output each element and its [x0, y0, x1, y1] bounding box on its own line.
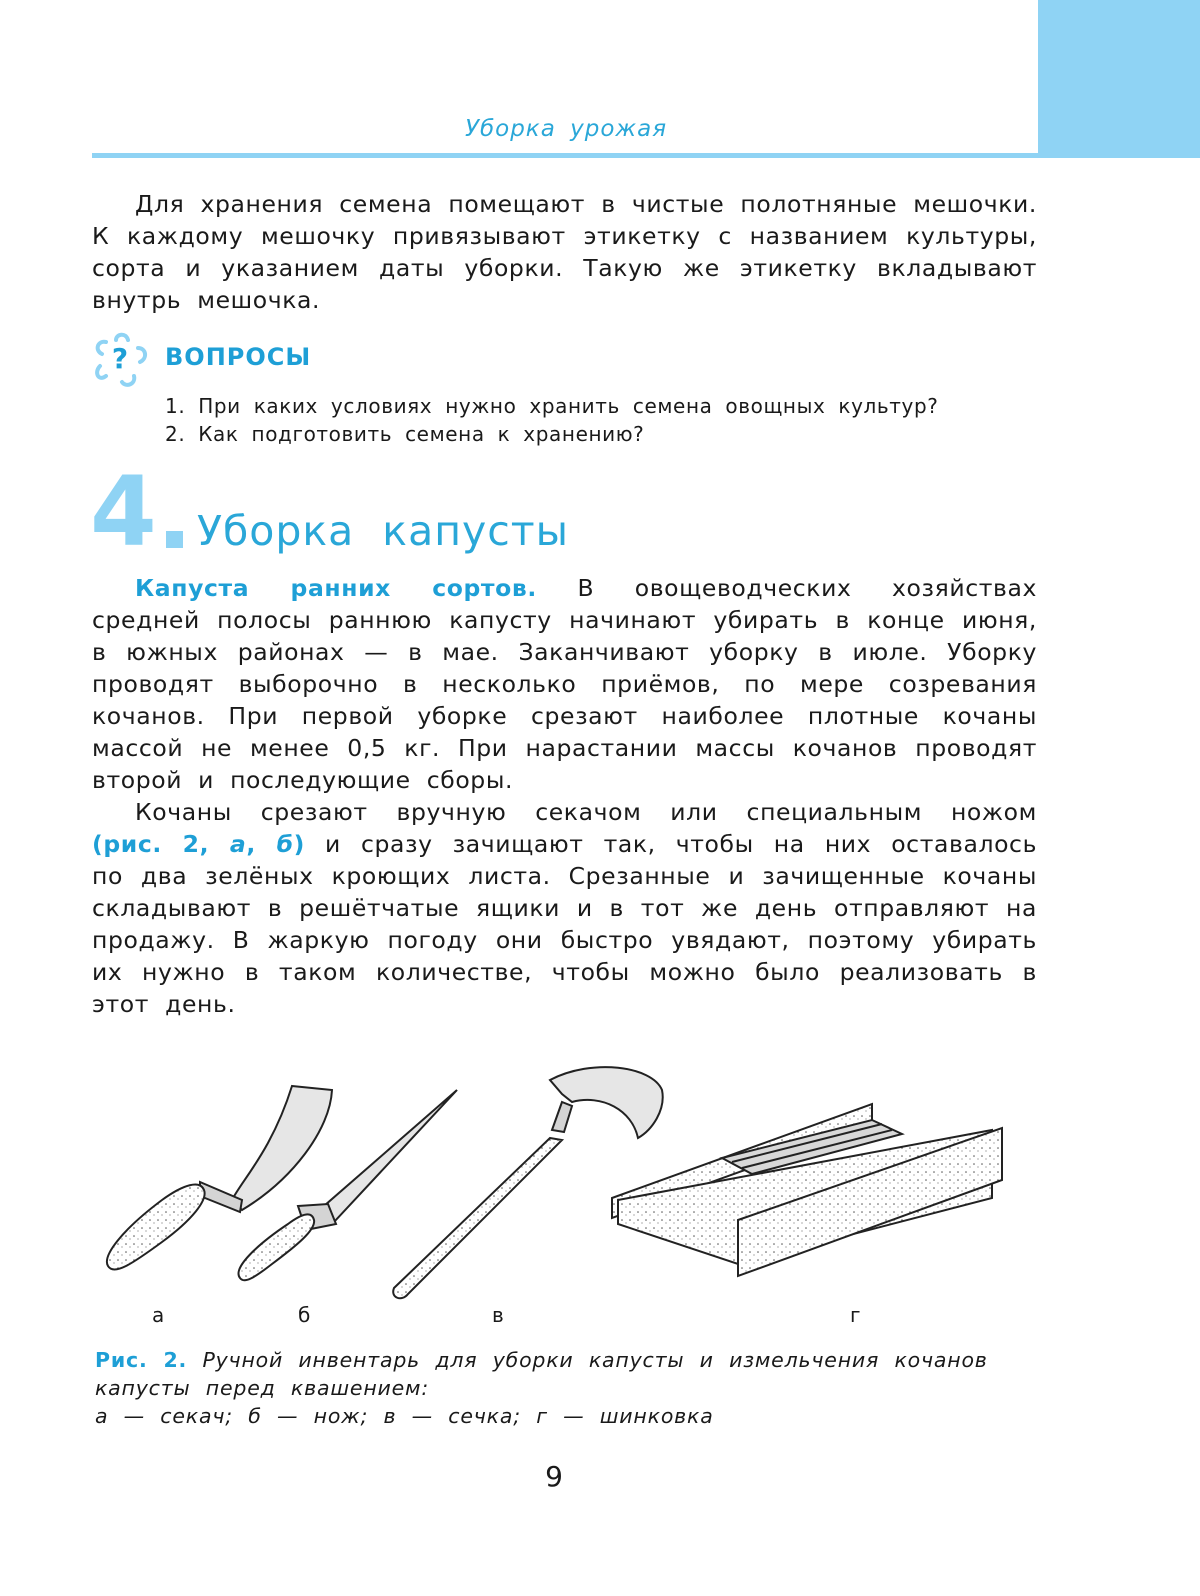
question-item: 1. При каких условиях нужно хранить семена овощных культур?: [165, 394, 939, 418]
paragraph-text: В овощеводческих хозяйствах средней полосы раннюю капусту начинают убирать в конце июня, в южных районах — в мае. Заканчивают уборку в июле. Уборку проводят выборочно в несколько приёмов, по мере созревания кочанов. При первой уборке срезают наиболее плотные кочаны массой не менее 0,5 кг. При нарастании массы кочанов проводят второй и последующие сборы.: [92, 574, 1037, 794]
svg-text:?: ?: [111, 342, 129, 375]
question-item: 2. Как подготовить семена к хранению?: [165, 422, 645, 446]
shredder-drawing: [612, 1104, 1002, 1276]
questions-icon: [92, 332, 148, 388]
figure-reference[interactable]: (рис. 2, а, б): [92, 830, 306, 858]
tools-illustration: [92, 1050, 1022, 1310]
running-title: Уборка урожая: [464, 116, 668, 142]
paragraph-text: Кочаны срезают вручную секачом или специальным ножом: [135, 798, 1037, 826]
intro-paragraph: Для хранения семена помещают в чистые полотняные мешочки. К каждому мешочку привязывают этикетку с названием культуры, сорта и указанием даты уборки. Такую же этикетку вкладывают внутрь мешочка.: [92, 190, 1037, 314]
questions-title: ВОПРОСЫ: [165, 343, 312, 371]
paragraph-text: и сразу зачищают так, чтобы на них оставалось по два зелёных кроющих листа. Срезанные и зачищенные кочаны складывают в решётчатые ящики и в тот же день отправляют на продажу. В жаркую погоду они быстро увядают, поэтому убирать их нужно в таком количестве, чтобы можно было реализовать в этот день.: [92, 830, 1038, 1018]
figure-label-v: в: [492, 1303, 504, 1327]
questions-list: [165, 392, 938, 448]
caption-figure-ref: Рис. 2.: [95, 1348, 188, 1372]
figure-label-g: г: [850, 1303, 861, 1327]
corner-tab: [1038, 0, 1200, 158]
section-title: Уборка капусты: [197, 507, 570, 555]
header-rule: [92, 153, 1040, 158]
figure-label-b: б: [298, 1303, 311, 1327]
chopper-drawing: [393, 1067, 662, 1298]
figure-caption: [95, 1346, 1015, 1430]
paragraph-early-cabbage: [92, 572, 1037, 796]
paragraph-lead: Капуста ранних сортов.: [135, 574, 537, 602]
page-number: 9: [545, 1460, 563, 1493]
caption-text: Ручной инвентарь для уборки капусты и измельчения кочанов капусты перед квашением:: [95, 1348, 988, 1400]
paragraph-cutting: [92, 796, 1037, 1020]
caption-items: а — секач; б — нож; в — сечка; г — шинковка: [95, 1404, 714, 1428]
section-dot: [166, 531, 183, 548]
section-number: 4: [90, 456, 157, 568]
figure-label-a: а: [152, 1303, 165, 1327]
